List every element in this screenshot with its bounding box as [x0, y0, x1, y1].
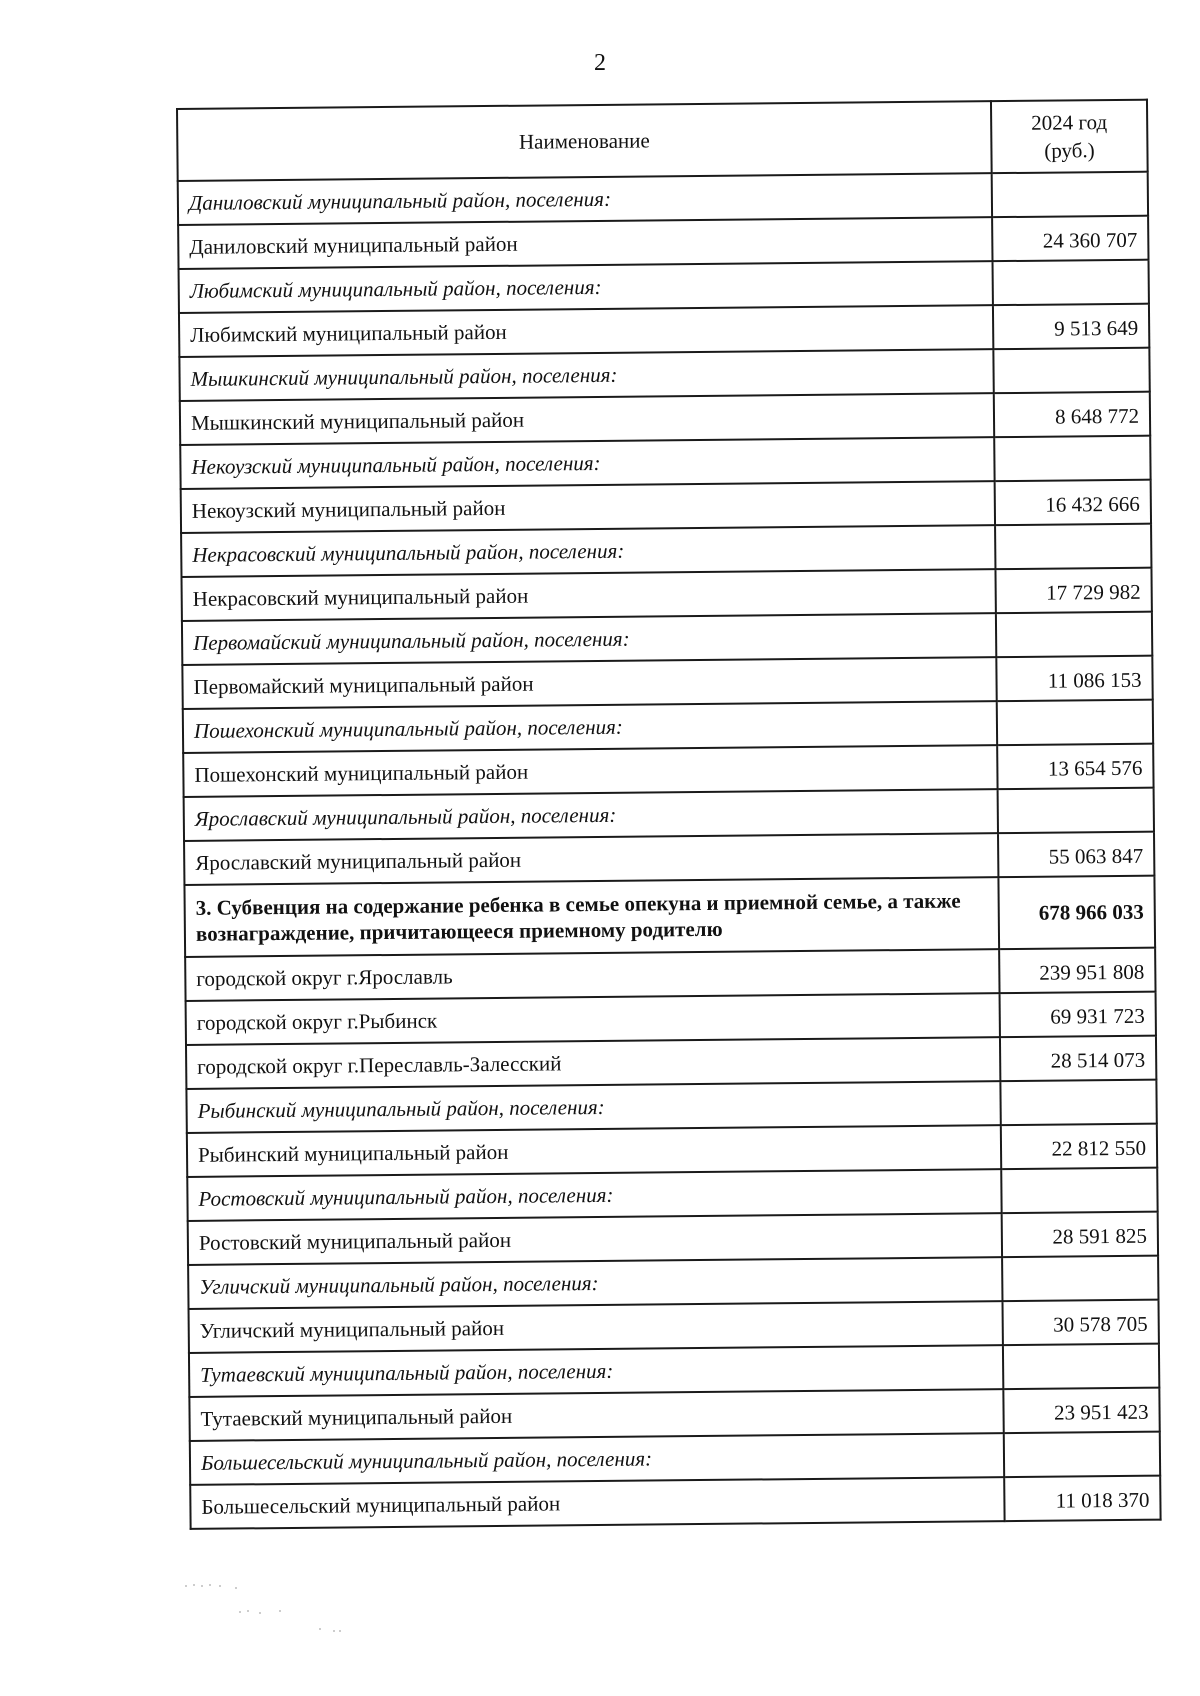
row-name: Ростовский муниципальный район: [188, 1213, 1002, 1265]
table-row-total: [184, 876, 1155, 957]
row-name: Большесельский муниципальный район, поселения:: [190, 1433, 1004, 1485]
table-header-row: [177, 100, 1148, 181]
page-number: 2: [594, 50, 606, 76]
row-value: [1004, 1432, 1160, 1477]
row-value: 30 578 705: [1002, 1300, 1158, 1345]
table-row: [190, 1476, 1160, 1529]
row-name: Мышкинский муниципальный район: [180, 393, 994, 445]
row-value: 23 951 423: [1003, 1388, 1159, 1433]
row-name: Пошехонский муниципальный район: [183, 745, 997, 797]
row-name: Ярославский муниципальный район: [184, 833, 998, 885]
header-value: [991, 100, 1148, 173]
row-value: 24 360 707: [992, 216, 1148, 261]
row-value: [995, 524, 1151, 569]
row-value: 55 063 847: [998, 832, 1154, 877]
row-value: 13 654 576: [997, 744, 1153, 789]
row-name: Некоузский муниципальный район, поселения:: [180, 437, 994, 489]
row-name: Некоузский муниципальный район: [181, 481, 995, 533]
table-body: [178, 172, 1161, 1529]
row-value: 22 812 550: [1001, 1124, 1157, 1169]
row-name: Ростовский муниципальный район, поселения:: [187, 1169, 1001, 1221]
row-name: Ярославский муниципальный район, поселения:: [184, 789, 998, 841]
row-name: Любимский муниципальный район, поселения:: [179, 261, 993, 313]
row-value: [993, 260, 1149, 305]
row-value: 16 432 666: [995, 480, 1151, 525]
row-value: [1003, 1344, 1159, 1389]
row-name: Пошехонский муниципальный район, поселения:: [183, 701, 997, 753]
row-name: 3. Субвенция на содержание ребенка в семье опекуна и приемной семье, а также вознаграждение, причитающееся приемному родителю: [184, 877, 999, 957]
row-value: 11 018 370: [1004, 1476, 1160, 1521]
row-name: Первомайский муниципальный район: [182, 657, 996, 709]
row-name: Тутаевский муниципальный район, поселения:: [189, 1345, 1003, 1397]
row-value: 28 591 825: [1002, 1212, 1158, 1257]
row-name: Мышкинский муниципальный район, поселения:: [179, 349, 993, 401]
row-name: Первомайский муниципальный район, поселения:: [182, 613, 996, 665]
row-name: Большесельский муниципальный район: [190, 1477, 1004, 1529]
row-value: [1000, 1080, 1156, 1125]
row-value: [996, 612, 1152, 657]
row-name: Любимский муниципальный район: [179, 305, 993, 357]
row-name: Рыбинский муниципальный район: [187, 1125, 1001, 1177]
row-value: 239 951 808: [999, 948, 1155, 993]
row-value: [994, 436, 1150, 481]
header-name: Наименование: [177, 101, 992, 181]
row-name: городской округ г.Ярославль: [185, 949, 999, 1001]
row-value: [1002, 1256, 1158, 1301]
row-name: Тутаевский муниципальный район: [189, 1389, 1003, 1441]
row-value: 678 966 033: [998, 876, 1155, 949]
row-name: Даниловский муниципальный район, поселения:: [178, 173, 992, 225]
row-name: Даниловский муниципальный район: [178, 217, 992, 269]
row-value: [998, 788, 1154, 833]
row-name: Рыбинский муниципальный район, поселения:: [186, 1081, 1000, 1133]
row-name: городской округ г.Рыбинск: [186, 993, 1000, 1045]
header-unit: (руб.): [1044, 138, 1095, 163]
row-value: 17 729 982: [995, 568, 1151, 613]
row-value: [993, 348, 1149, 393]
row-value: [992, 172, 1148, 217]
row-name: Угличский муниципальный район: [189, 1301, 1003, 1353]
row-name: городской округ г.Переславль-Залесский: [186, 1037, 1000, 1089]
row-value: 69 931 723: [1000, 992, 1156, 1037]
row-value: 28 514 073: [1000, 1036, 1156, 1081]
row-name: Некрасовский муниципальный район, поселения:: [181, 525, 995, 577]
row-name: Некрасовский муниципальный район: [182, 569, 996, 621]
row-value: 8 648 772: [994, 392, 1150, 437]
budget-table: [176, 99, 1162, 1530]
row-name: Угличский муниципальный район, поселения:: [188, 1257, 1002, 1309]
row-value: 9 513 649: [993, 304, 1149, 349]
row-value: [1001, 1168, 1157, 1213]
row-value: 11 086 153: [996, 656, 1152, 701]
header-year: 2024 год: [1031, 110, 1108, 135]
scan-speckles: [180, 1580, 380, 1640]
row-value: [997, 700, 1153, 745]
